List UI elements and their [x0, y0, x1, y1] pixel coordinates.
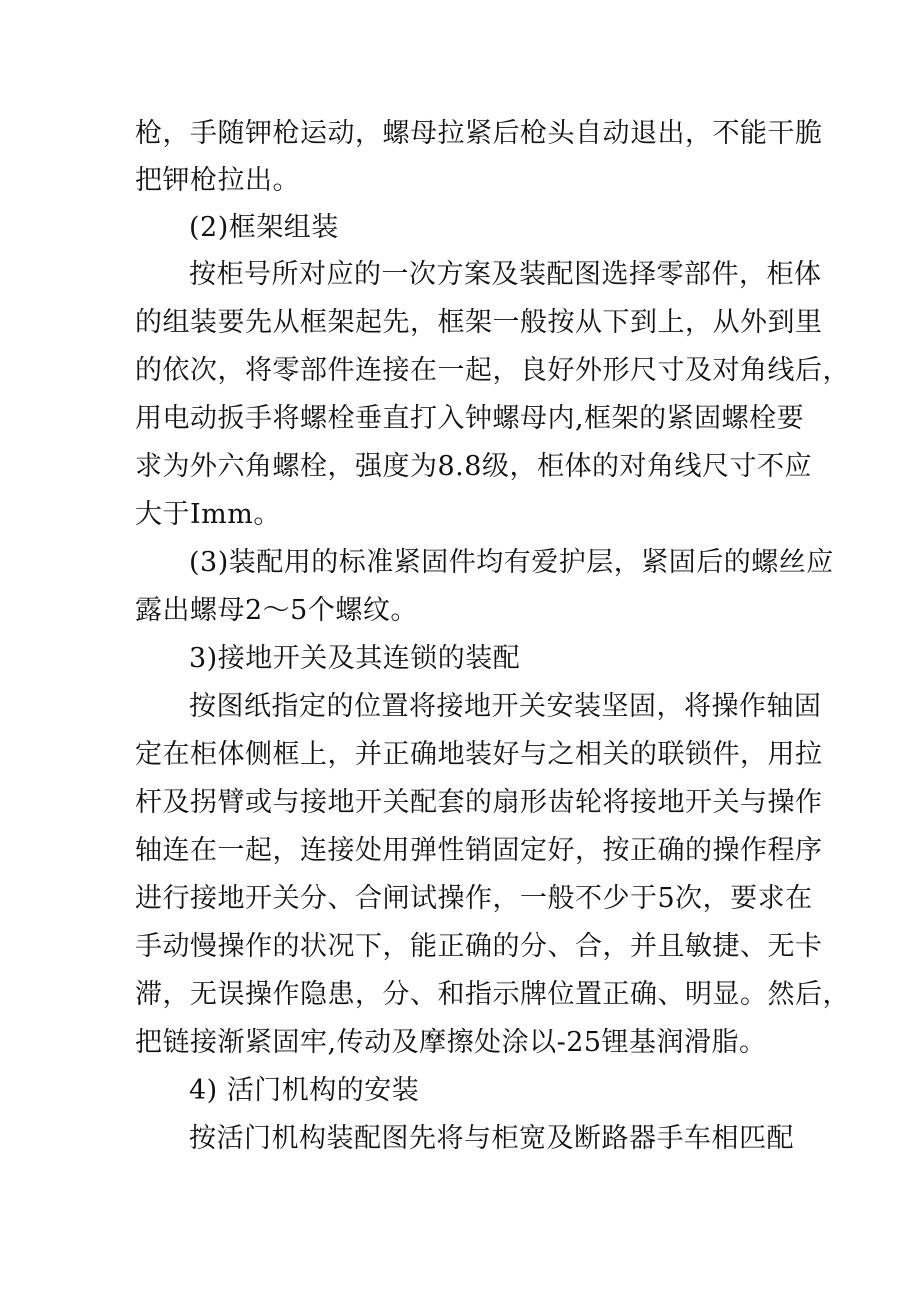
text-line-5: 的组装要先从框架起先，框架一般按从下到上，从外到里: [135, 307, 823, 338]
text-line-20: 把链接渐紧固牢,传动及摩擦处涂以-25锂基润滑脂。: [135, 1027, 767, 1058]
text-line-15: 杆及拐臂或与接地开关配套的扇形齿轮将接地开关与操作: [135, 787, 823, 818]
text-line-2: 把钾枪拉出。: [135, 165, 300, 196]
text-line-7: 用电动扳手将螺栓垂直打入钟螺母内,框架的紧固螺栓要: [135, 403, 805, 434]
text-line-22: 按活门机构装配图先将与柜宽及断路器手车相匹配: [189, 1123, 794, 1154]
section-heading-3b: 3)接地开关及其连锁的装配: [189, 643, 521, 674]
text-line-1: 枪，手随钾枪运动，螺母拉紧后枪头自动退出，不能干脆: [135, 118, 823, 149]
section-heading-2: (2)框架组装: [189, 212, 339, 243]
text-line-6: 的依次，将零部件连接在一起，良好外形尺寸及对角线后，: [135, 355, 850, 386]
text-line-19: 滞，无误操作隐患，分、和指示牌位置正确、明显。然后，: [135, 979, 850, 1010]
section-heading-3: (3)装配用的标准紧固件均有爱护层，紧固后的螺丝应: [189, 547, 834, 578]
text-line-16: 轴连在一起，连接处用弹性销固定好，按正确的操作程序: [135, 835, 823, 866]
text-line-11: 露出螺母2〜5个螺纹。: [135, 595, 418, 626]
text-line-4: 按柜号所对应的一次方案及装配图选择零部件，柜体: [189, 259, 822, 290]
text-line-14: 定在柜体侧框上，并正确地装好与之相关的联锁件，用拉: [135, 739, 823, 770]
text-line-13: 按图纸指定的位置将接地开关安装坚固，将操作轴固: [189, 691, 822, 722]
text-line-17: 进行接地开关分、合闸试操作，一般不少于5次，要求在: [135, 883, 813, 914]
section-heading-4: 4) 活门机构的安装: [189, 1075, 420, 1106]
text-line-9: 大于Imm。: [135, 499, 281, 530]
text-line-18: 手动慢操作的状况下，能正确的分、合，并且敏捷、无卡: [135, 931, 823, 962]
text-line-8: 求为外六角螺栓，强度为8.8级，柜体的对角线尺寸不应: [135, 451, 812, 482]
